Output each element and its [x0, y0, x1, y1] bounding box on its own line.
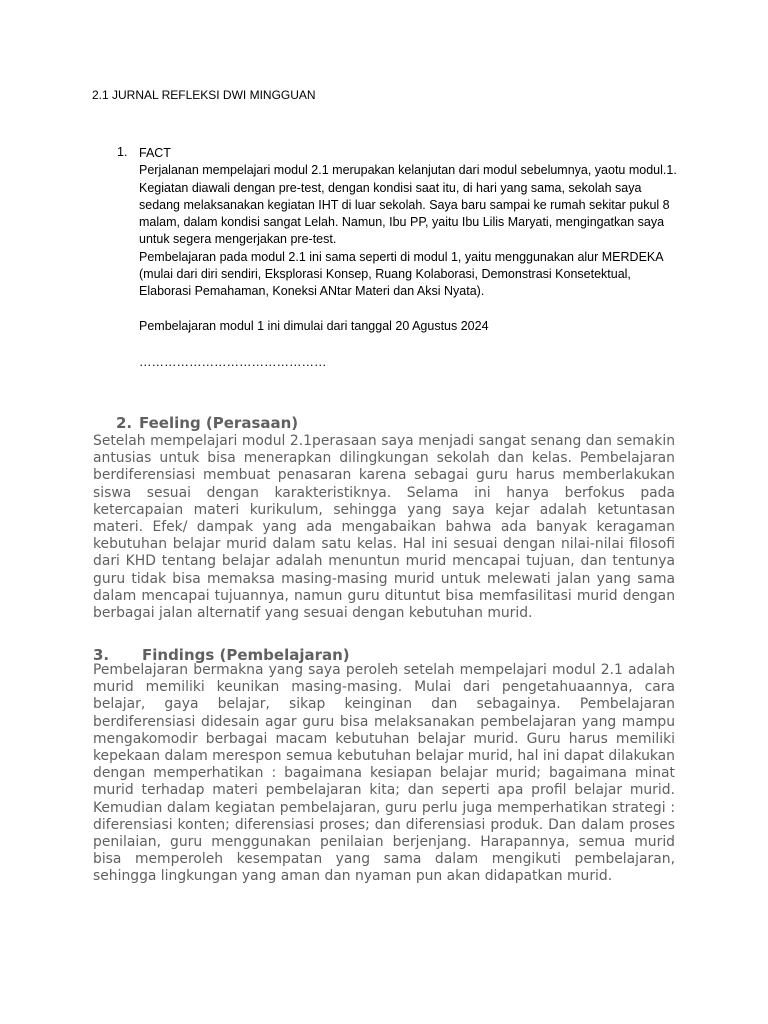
findings-number: 3.	[93, 646, 110, 664]
fact-section	[139, 145, 684, 371]
fact-paragraph: Pembelajaran pada modul 2.1 ini sama seperti di modul 1, yaitu menggunakan alur MERDEKA (mulai dari diri sendiri, Eksplorasi Konsep, Ruang Kolaborasi, Demonstrasi Konsetektual, Elaborasi Pemahaman, Koneksi ANtar Materi dan Aksi Nyata).	[139, 249, 663, 299]
fact-heading: FACT	[139, 146, 171, 160]
feeling-body: Setelah mempelajari modul 2.1perasaan saya menjadi sangat senang dan semakin antusias untuk bisa menerapkan dilingkungan sekolah dan kelas. Pembelajaran berdiferensiasi membuat penasaran karena sebagai guru harus memberlakukan siswa sesuai dengan karakteristiknya. Selama ini hanya berfokus pada ketercapaian materi kurikulum, sehingga yang saya kejar adalah ketuntasan materi. Efek/ dampak yang ada mengabaikan bahwa ada banyak keragaman kebutuhan belajar murid dalam satu kelas. Hal ini sesuai dengan nilai-nilai filosofi dari KHD tentang belajar adalah menuntun murid mencapai tujuan, dan tentunya guru tidak bisa memaksa masing-masing murid untuk melewati jalan yang sama dalam mencapai tujuannya, namun guru dituntut bisa memfasilitasi murid dengan berbagai jalan alternatif yang sesuai dengan kebutuhan murid.	[93, 433, 675, 622]
feeling-heading-text: Feeling (Perasaan)	[139, 414, 299, 432]
fact-dots: ………………………………………	[139, 354, 327, 369]
findings-body: Pembelajaran bermakna yang saya peroleh setelah mempelajari modul 2.1 adalah murid memiliki keunikan masing-masing. Mulai dari pengetahuaannya, cara belajar, gaya belajar, sikap keinginan dan sebagainya. Pembelajaran berdiferensiasi didesain agar guru bisa melaksanakan pembelajaran yang mampu mengakomodir berbagai macam kebutuhan belajar murid. Guru harus memiliki kepekaan dalam merespon semua kebutuhan belajar murid, hal ini dapat dilakukan dengan memperhatikan : bagaimana kesiapan belajar murid; bagaimana minat murid terhadap materi pembelajaran kita; dan seperti apa profil belajar murid. Kemudian dalam kegiatan pembelajaran, guru perlu juga memperhatikan strategi : diferensiasi konten; diferensiasi proses; dan diferensiasi produk. Dan dalam proses penilaian, guru menggunakan penilaian berjenjang. Harapannya, semua murid bisa memperoleh kesempatan yang sama dalam mengikuti pembelajaran, sehingga lingkungan yang aman dan nyaman pun akan didapatkan murid.	[93, 662, 675, 885]
fact-paragraph: Pembelajaran modul 1 ini dimulai dari tanggal 20 Agustus 2024	[139, 318, 489, 333]
findings-heading-text: Findings (Pembelajaran)	[142, 646, 350, 664]
feeling-heading	[116, 414, 298, 432]
fact-list-number: 1.	[117, 145, 128, 159]
fact-paragraph: Perjalanan mempelajari modul 2.1 merupakan kelanjutan dari modul sebelumnya, yaotu modul.1. Kegiatan diawali dengan pre-test, dengan kondisi saat itu, di hari yang sama, sekolah saya sedang melaksanakan kegiatan IHT di luar sekolah. Saya baru sampai ke rumah sekitar pukul 8 malam, dalam kondisi sangat Lelah. Namun, Ibu PP, yaitu Ibu Lilis Maryati, mengingatkan saya untuk segera mengerjakan pre-test.	[139, 163, 677, 247]
feeling-number: 2.	[116, 414, 133, 432]
document-title: 2.1 JURNAL REFLEKSI DWI MINGGUAN	[92, 88, 316, 102]
